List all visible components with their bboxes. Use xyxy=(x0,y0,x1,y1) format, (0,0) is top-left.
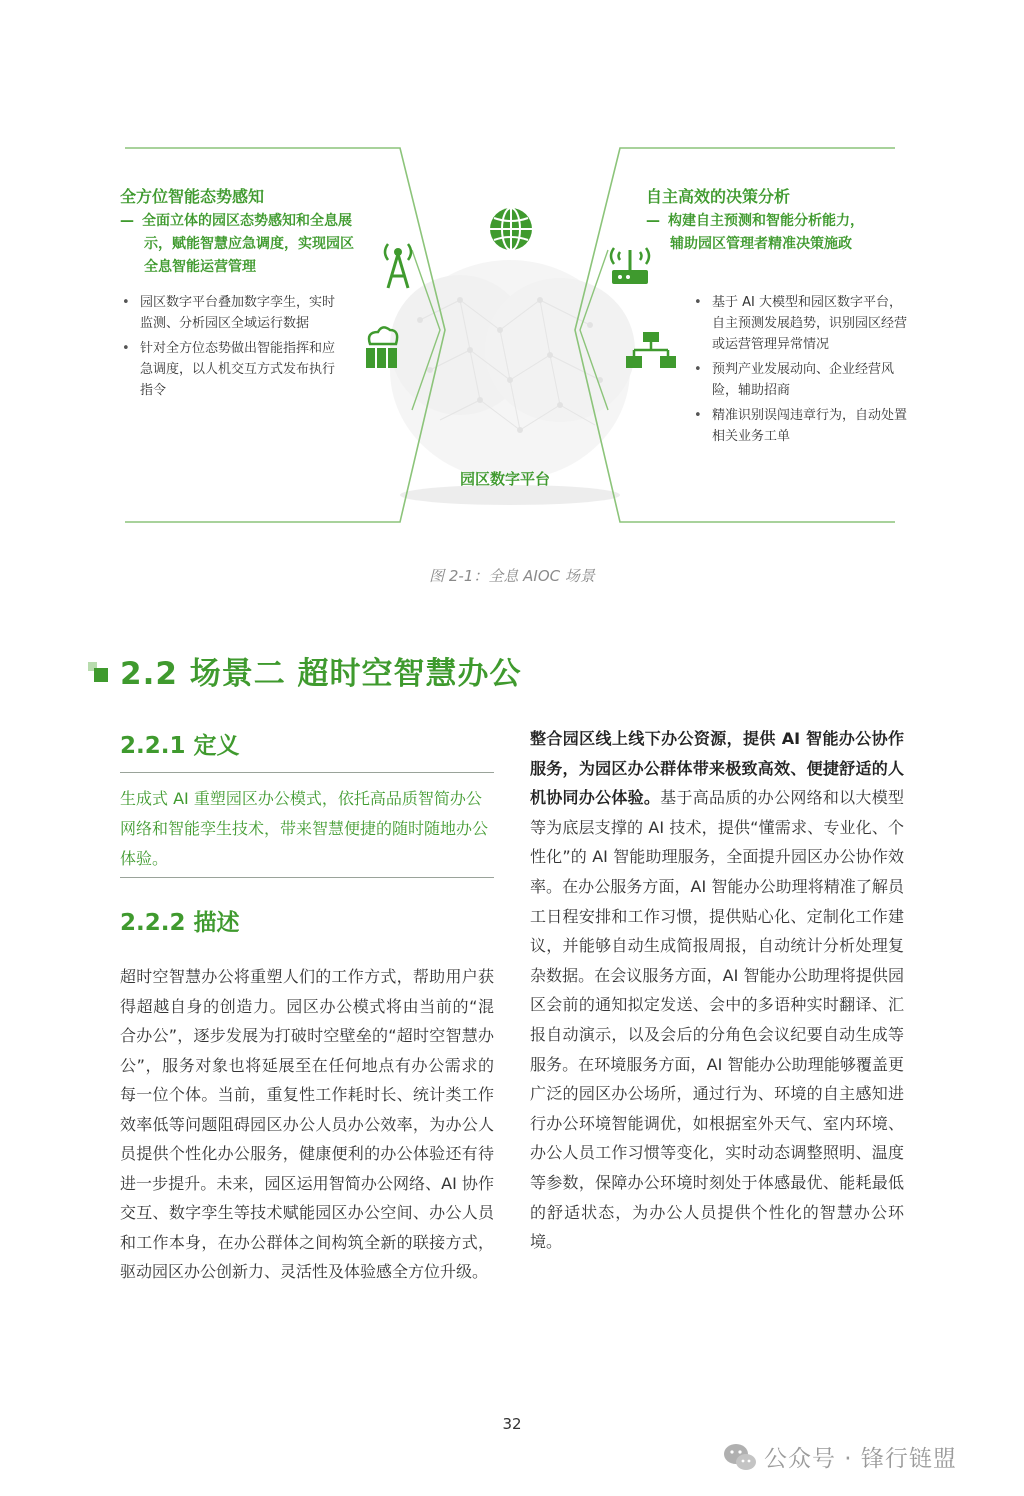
list-item: • 精准识别误闯违章行为，自动处置相关业务工单 xyxy=(692,405,907,447)
globe-icon xyxy=(488,206,534,252)
left-panel-bullets xyxy=(120,292,335,405)
definition-title: 2.2.1 定义 xyxy=(120,733,240,759)
section-title: 2.2 场景二 超时空智慧办公 xyxy=(120,656,522,692)
description-text: 超时空智慧办公将重塑人们的工作方式，帮助用户获得超越自身的创造力。园区办公模式将由当前的“混合办公”，逐步发展为打破时空壁垒的“超时空智慧办公”，服务对象也将延展至在任何地点有办公需求的每一位个体。当前，重复性工作耗时长、统计类工作效率低等问题阻碍园区办公人员办公效率，为办公人员提供个性化办公服务，健康便利的办公体验还有待进一步提升。未来，园区运用智简办公网络、AI 协作交互、数字孪生等技术赋能园区办公空间、办公人员和工作本身，在办公群体之间构筑全新的联接方式，驱动园区办公创新力、灵活性及体验感全方位升级。 xyxy=(120,967,494,1281)
watermark-text: 公众号 · 锋行链盟 xyxy=(764,1446,957,1472)
watermark xyxy=(722,1436,1002,1476)
right-column-text xyxy=(530,724,904,1257)
wechat-icon xyxy=(722,1440,758,1474)
definition-text: 生成式 AI 重塑园区办公模式，依托高品质智简办公网络和智能孪生技术，带来智慧便捷的随时随地办公体验。 xyxy=(120,789,489,868)
platform-label: 园区数字平台 xyxy=(460,470,551,488)
right-column-body: 基于高品质的办公网络和以大模型等为底层支撑的 AI 技术，提供“懂需求、专业化、个性化”的 AI 智能助理服务，全面提升园区办公协作效率。在办公服务方面，AI 智能办公助理将精准了解员工日程安排和工作习惯，提供贴心化、定制化工作建议，并能够自动生成简报周报，自动统计分析处理复杂数据。在会议服务方面，AI 智能办公助理将提供园区会前的通知拟定发送、会中的多语种实时翻译、汇报自动演示，以及会后的分角色会议纪要自动生成等服务。在环境服务方面，AI 智能办公助理能够覆盖更广泛的园区办公场所，通过行为、环境的自主感知进行办公环境智能调优，如根据室外天气、室内环境、办公人员工作习惯等变化，实时动态调整照明、温度等参数，保障办公环境时刻处于体感最优、能耗最低的舒适状态，为办公人员提供个性化的智慧办公环境。 xyxy=(530,788,904,1252)
divider xyxy=(120,877,494,878)
antenna-icon xyxy=(380,240,416,290)
left-panel-title: 全方位智能态势感知 xyxy=(120,187,265,206)
figure-caption: 图 2-1：全息 AIOC 场景 xyxy=(429,567,595,585)
network-icon xyxy=(626,330,676,370)
section-bullet-icon xyxy=(88,662,108,682)
list-item: • 基于 AI 大模型和园区数字平台，自主预测发展趋势，识别园区经营或运营管理异常情况 xyxy=(692,292,907,355)
right-panel-title: 自主高效的决策分析 xyxy=(646,187,791,206)
left-panel-subtitle: — 全面立体的园区态势感知和全息展 示，赋能智慧应急调度，实现园区 全息智能运营管理 xyxy=(120,213,354,275)
right-panel-subtitle: — 构建自主预测和智能分析能力， 辅助园区管理者精准决策施政 xyxy=(646,213,864,252)
right-panel-bullets xyxy=(692,292,907,451)
list-item: • 针对全方位态势做出智能指挥和应急调度，以人机交互方式发布执行指令 xyxy=(120,338,335,401)
right-column-lead: 整合园区线上线下办公资源，提供 AI 智能办公协作服务，为园区办公群体带来极致高效、便捷舒适的人机协同办公体验。 xyxy=(530,729,904,808)
description-title: 2.2.2 描述 xyxy=(120,910,240,936)
divider xyxy=(120,772,494,773)
list-item: • 园区数字平台叠加数字孪生，实时监测、分析园区全域运行数据 xyxy=(120,292,335,334)
aioc-figure xyxy=(100,140,920,530)
page-number: 32 xyxy=(502,1415,522,1433)
list-item: • 预判产业发展动向、企业经营风险，辅助招商 xyxy=(692,359,907,401)
cloud-server-icon xyxy=(362,324,402,370)
